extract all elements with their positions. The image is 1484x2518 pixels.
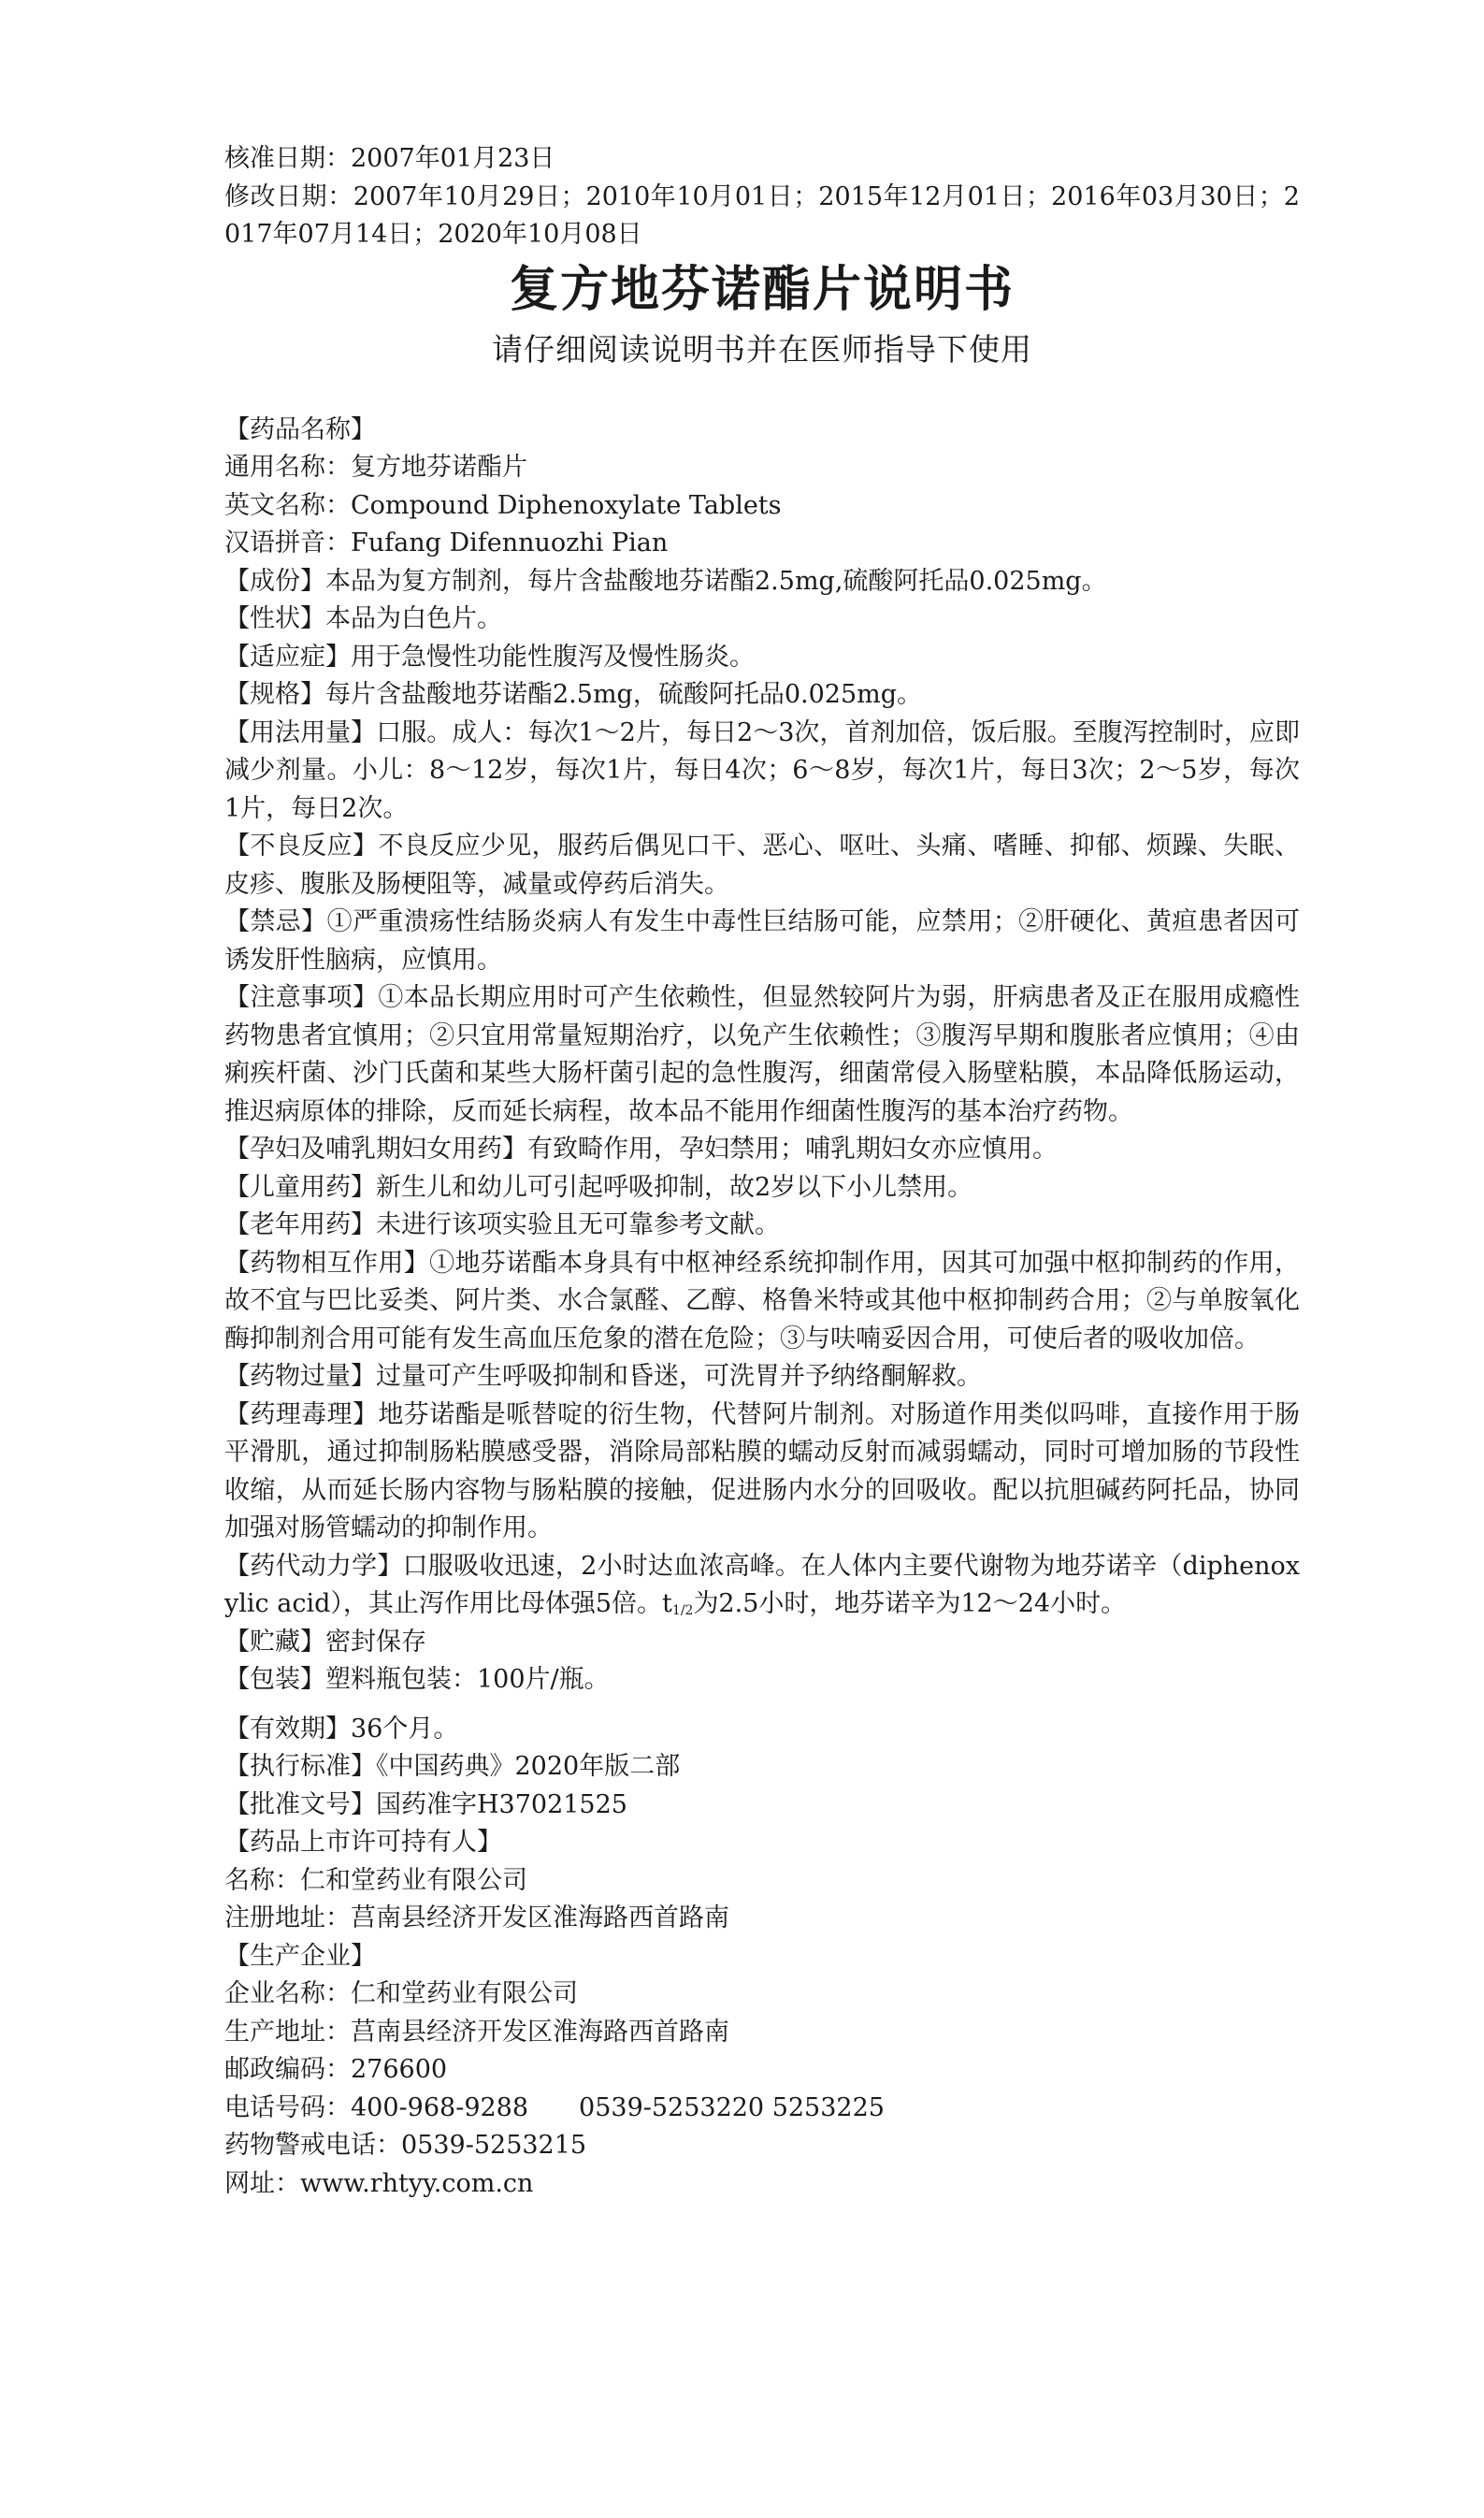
approval-number-body: 国药准字H37021525 (376, 1789, 627, 1819)
pregnancy-section (224, 1131, 1300, 1169)
description-body: 本品为白色片。 (325, 604, 502, 633)
website: 网址：www.rhtyy.com.cn (224, 2168, 534, 2198)
generic-name: 通用名称：复方地芬诺酯片 (224, 453, 527, 482)
geriatric-body: 未进行该项实验且无可靠参考文献。 (376, 1210, 780, 1239)
pregnancy-heading: 【孕妇及哺乳期妇女用药】 (224, 1135, 527, 1164)
precautions-heading: 【注意事项】 (224, 983, 379, 1012)
dosage-section (224, 715, 1300, 829)
postal-code: 邮政编码：276600 (224, 2055, 448, 2084)
interactions-section (224, 1245, 1300, 1359)
approval-number-heading: 【批准文号】 (224, 1789, 376, 1819)
half-life-subscript: 1/2 (671, 1603, 694, 1618)
holder-name: 名称：仁和堂药业有限公司 (224, 1865, 527, 1895)
pinyin-name: 汉语拼音：Fufang Difennuozhi Pian (224, 528, 669, 557)
overdose-heading: 【药物过量】 (224, 1362, 376, 1391)
description-heading: 【性状】 (224, 604, 325, 633)
contraindications-section (224, 904, 1300, 979)
pharmacology-body: 地芬诺酯是哌替啶的衍生物，代替阿片制剂。对肠道作用类似吗啡，直接作用于肠平滑肌，通过抑制肠粘膜感受器，消除局部粘膜的蠕动反射而减弱蠕动，同时可增加肠的节段性收缩，从而延长肠内容物与肠粘膜的接触，促进肠内水分的回吸收。配以抗胆碱药阿托品，协同加强对肠管蠕动的抑制作用。 (224, 1399, 1301, 1542)
indications-section (224, 639, 1300, 677)
pediatric-section (224, 1169, 1300, 1208)
pediatric-heading: 【儿童用药】 (224, 1172, 376, 1202)
interactions-body: ①地芬诺酯本身具有中枢神经系统抑制作用，因其可加强中枢抑制药的作用，故不宜与巴比妥类、阿片类、水合氯醛、乙醇、格鲁米特或其他中枢抑制药合用；②与单胺氧化酶抑制剂合用可能有发生高血压危象的潜在危险；③与呋喃妥因合用，可使后者的吸收加倍。 (224, 1248, 1301, 1353)
leaflet-page (224, 140, 1300, 2203)
holder-address: 注册地址：莒南县经济开发区淮海路西首路南 (224, 1903, 729, 1932)
dosage-body: 口服。成人：每次1～2片，每日2～3次，首剂加倍，饭后服。至腹泻控制时，应即减少剂量。小儿：8～12岁，每次1片，每日4次；6～8岁，每次1片，每日3次；2～5岁，每次1片，每日2次。 (224, 717, 1301, 823)
strength-heading: 【规格】 (224, 680, 325, 709)
drug-name-heading: 【药品名称】 (224, 414, 376, 444)
indications-body: 用于急慢性功能性腹泻及慢性肠炎。 (351, 642, 755, 672)
pharmacovigilance-phone: 药物警戒电话：0539-5253215 (224, 2131, 587, 2160)
interactions-heading: 【药物相互作用】 (224, 1248, 430, 1278)
revision-dates: 修改日期：2007年10月29日；2010年10月01日；2015年12月01日；2016年03月30日；2017年07月14日；2020年10月08日 (224, 181, 1300, 249)
contraindications-heading: 【禁忌】 (224, 907, 327, 936)
pharmacokinetics-section (224, 1548, 1300, 1624)
dosage-heading: 【用法用量】 (224, 717, 377, 747)
pharmacology-section (224, 1396, 1300, 1548)
approval-number-section (224, 1787, 1300, 1825)
english-name: 英文名称：Compound Diphenoxylate Tablets (224, 490, 782, 520)
manufacturer-section (224, 1938, 1300, 2204)
pharmacokinetics-body-1: 口服吸收迅速，2小时达血浓高峰。在人体内主要代谢物为地芬诺辛（diphenoxylic acid），其止泻作用比母体强5倍。t (224, 1551, 1300, 1618)
ingredients-body: 本品为复方制剂，每片含盐酸地芬诺酯2.5mg,硫酸阿托品0.025mg。 (325, 566, 1107, 596)
storage-section (224, 1624, 1300, 1662)
geriatric-heading: 【老年用药】 (224, 1210, 376, 1239)
package-body: 塑料瓶包装：100片/瓶。 (325, 1665, 610, 1694)
adverse-reactions-section (224, 828, 1300, 904)
precautions-body: ①本品长期应用时可产生依赖性，但显然较阿片为弱，肝病患者及正在服用成瘾性药物患者宜慎用；②只宜用常量短期治疗，以免产生依赖性；③腹泻早期和腹胀者应慎用；④由痢疾杆菌、沙门氏菌和某些大肠杆菌引起的急性腹泻，细菌常侵入肠壁粘膜，本品降低肠运动，推迟病原体的排除，反而延长病程，故本品不能用作细菌性腹泻的基本治疗药物。 (224, 983, 1301, 1126)
strength-section (224, 676, 1300, 715)
shelf-life-heading: 【有效期】 (224, 1714, 351, 1744)
standard-section (224, 1748, 1300, 1787)
storage-body: 密封保存 (325, 1627, 426, 1657)
standard-heading: 【执行标准】 (224, 1752, 376, 1781)
ingredients-section (224, 563, 1300, 601)
pharmacology-heading: 【药理毒理】 (224, 1399, 379, 1429)
ingredients-heading: 【成份】 (224, 566, 325, 596)
section-spacer (224, 1700, 1300, 1711)
adverse-heading: 【不良反应】 (224, 832, 379, 861)
pediatric-body: 新生儿和幼儿可引起呼吸抑制，故2岁以下小儿禁用。 (376, 1172, 973, 1202)
pharmacokinetics-heading: 【药代动力学】 (224, 1551, 403, 1581)
standard-body: 《中国药典》2020年版二部 (376, 1752, 681, 1781)
license-holder-section (224, 1824, 1300, 1938)
package-section (224, 1661, 1300, 1700)
shelf-life-body: 36个月。 (351, 1714, 459, 1744)
manufacturer-name: 企业名称：仁和堂药业有限公司 (224, 1979, 578, 2008)
pregnancy-body: 有致畸作用，孕妇禁用；哺乳期妇女亦应慎用。 (527, 1135, 1058, 1164)
package-heading: 【包装】 (224, 1665, 325, 1694)
indications-heading: 【适应症】 (224, 642, 351, 672)
phone-numbers: 电话号码：400-968-9288 0539-5253220 5253225 (224, 2092, 885, 2122)
contraindications-body: ①严重溃疡性结肠炎病人有发生中毒性巨结肠可能，应禁用；②肝硬化、黄疸患者因可诱发肝性脑病，应慎用。 (224, 907, 1300, 975)
manufacturer-heading: 【生产企业】 (224, 1941, 376, 1971)
holder-heading: 【药品上市许可持有人】 (224, 1828, 502, 1857)
storage-heading: 【贮藏】 (224, 1627, 325, 1657)
drug-name-section (224, 412, 1300, 563)
strength-body: 每片含盐酸地芬诺酯2.5mg，硫酸阿托品0.025mg。 (325, 680, 923, 709)
overdose-body: 过量可产生呼吸抑制和昏迷，可洗胃并予纳络酮解救。 (376, 1362, 982, 1391)
document-dates (224, 140, 1300, 254)
overdose-section (224, 1358, 1300, 1396)
document-subtitle: 请仔细阅读说明书并在医师指导下使用 (492, 330, 1032, 368)
pharmacokinetics-body-2: 为2.5小时，地芬诺辛为12～24小时。 (693, 1589, 1127, 1618)
precautions-section (224, 979, 1300, 1131)
manufacturer-address: 生产地址：莒南县经济开发区淮海路西首路南 (224, 2017, 729, 2047)
description-section (224, 601, 1300, 639)
shelf-life-section (224, 1711, 1300, 1749)
approval-date: 核准日期：2007年01月23日 (224, 144, 555, 173)
document-title: 复方地芬诺酯片说明书 (509, 261, 1015, 318)
adverse-body: 不良反应少见，服药后偶见口干、恶心、呕吐、头痛、嗜睡、抑郁、烦躁、失眠、皮疹、腹胀及肠梗阻等，减量或停药后消失。 (224, 832, 1301, 899)
geriatric-section (224, 1207, 1300, 1245)
